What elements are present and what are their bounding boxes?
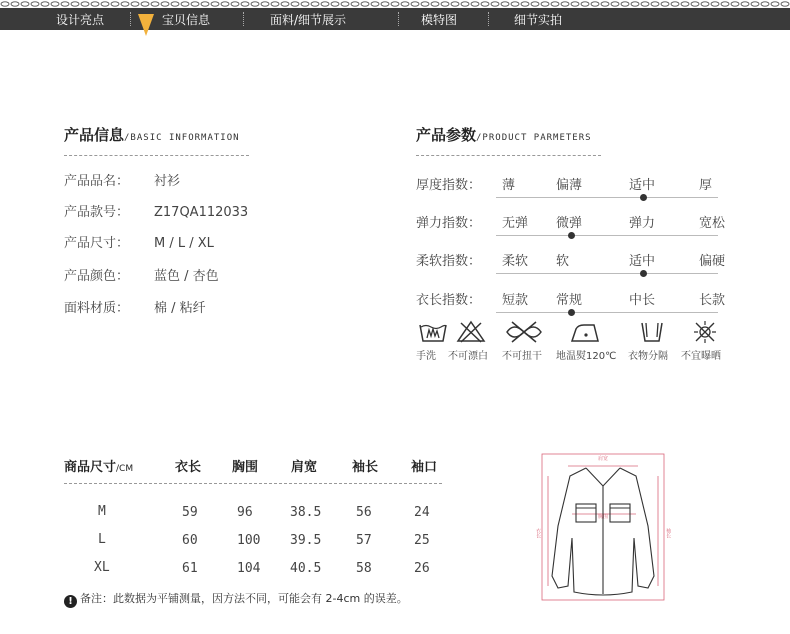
tab-design-highlights[interactable]: 设计亮点 <box>56 13 105 27</box>
size-unit: /CM <box>116 464 134 474</box>
param-option: 弹力 <box>629 216 656 231</box>
note-text: 备注：此数据为平铺测量，因方法不同，可能会有 2-4cm 的误差。 <box>80 592 408 605</box>
chest-label: 胸围 <box>597 514 609 520</box>
basic-info-title-text: 产品信息 <box>64 126 125 144</box>
shoulder-label: 肩宽 <box>597 456 609 462</box>
info-row-style-no <box>64 201 248 220</box>
wash-separately-icon <box>637 320 667 344</box>
size-name-cell: M <box>98 504 106 519</box>
info-value: M / L / XL <box>154 236 214 251</box>
size-value-cell: 26 <box>414 561 430 576</box>
param-label: 弹力指数： <box>416 216 482 231</box>
measurement-note <box>64 590 408 608</box>
size-value-cell: 56 <box>356 505 372 520</box>
param-option: 柔软 <box>502 254 529 269</box>
info-value: 衬衫 <box>154 174 181 189</box>
size-table-title-text: 商品尺寸 <box>64 460 117 475</box>
care-label: 地温熨120℃ <box>556 351 617 362</box>
param-scale-line <box>496 197 718 198</box>
size-value-cell: 96 <box>237 505 253 520</box>
size-value-cell: 61 <box>182 561 198 576</box>
length-label: 衣长 <box>535 528 541 538</box>
care-label: 衣物分隔 <box>628 351 668 362</box>
info-value: Z17QA112033 <box>154 205 249 220</box>
section-divider <box>416 155 601 156</box>
low-iron-icon <box>570 320 600 344</box>
info-label: 面料材质： <box>64 301 130 316</box>
care-label: 手洗 <box>416 351 436 362</box>
param-option: 短款 <box>502 293 529 308</box>
no-wring-icon <box>504 320 544 344</box>
tab-separator <box>488 12 489 26</box>
section-divider <box>64 155 249 156</box>
size-value-cell: 24 <box>414 505 430 520</box>
size-value-cell: 59 <box>182 505 198 520</box>
tab-separator <box>243 12 244 26</box>
size-name-cell: XL <box>94 560 110 575</box>
param-option: 偏硬 <box>699 254 726 269</box>
shirt-measurement-diagram <box>528 446 678 606</box>
info-row-name <box>64 170 180 189</box>
param-option: 软 <box>556 254 570 269</box>
param-option: 中长 <box>629 293 656 308</box>
no-bleach-icon <box>456 320 486 344</box>
tab-product-info[interactable]: 宝贝信息 <box>162 13 211 27</box>
info-label: 产品尺寸： <box>64 236 130 251</box>
sleeve-label: 袖长 <box>665 528 671 538</box>
warning-icon: ! <box>64 595 77 608</box>
param-scale-line <box>496 312 718 313</box>
info-label: 产品颜色： <box>64 269 130 284</box>
info-row-material <box>64 297 206 316</box>
param-option: 微弹 <box>556 216 583 231</box>
size-value-cell: 38.5 <box>290 505 322 520</box>
tab-fabric-details[interactable]: 面料/细节展示 <box>270 13 347 27</box>
size-value-cell: 60 <box>182 533 198 548</box>
param-label: 衣长指数： <box>416 293 482 308</box>
size-value-cell: 39.5 <box>290 533 322 548</box>
size-value-cell: 57 <box>356 533 372 548</box>
size-col-header: 袖口 <box>411 460 438 475</box>
basic-info-title-en: /BASIC INFORMATION <box>124 133 240 143</box>
param-option: 无弹 <box>502 216 529 231</box>
size-col-header: 胸围 <box>232 460 259 475</box>
top-nav-bar <box>0 0 790 30</box>
tab-separator <box>398 12 399 26</box>
param-scale-line <box>496 273 718 274</box>
size-value-cell: 104 <box>237 561 261 576</box>
size-col-header: 袖长 <box>352 460 379 475</box>
param-option: 适中 <box>629 178 656 193</box>
tab-detail-photos[interactable]: 细节实拍 <box>514 13 563 27</box>
table-divider <box>64 483 442 484</box>
size-value-cell: 40.5 <box>290 561 322 576</box>
info-row-color <box>64 265 219 284</box>
info-label: 产品款号： <box>64 205 130 220</box>
param-scale-line <box>496 235 718 236</box>
active-tab-indicator <box>138 14 154 36</box>
tab-separator <box>130 12 131 26</box>
size-value-cell: 100 <box>237 533 261 548</box>
parameters-title-text: 产品参数 <box>416 126 477 144</box>
care-label: 不可漂白 <box>448 351 488 362</box>
tab-model-photos[interactable]: 模特图 <box>421 13 458 27</box>
param-selected-marker <box>568 232 575 239</box>
param-label: 厚度指数： <box>416 178 482 193</box>
param-option: 适中 <box>629 254 656 269</box>
hand-wash-icon <box>418 320 448 344</box>
size-value-cell: 25 <box>414 533 430 548</box>
parameters-title-en: /PRODUCT PARMETERS <box>476 133 592 143</box>
size-col-header: 衣长 <box>175 460 202 475</box>
parameters-title <box>416 124 592 145</box>
size-value-cell: 58 <box>356 561 372 576</box>
no-sun-dry-icon <box>690 320 720 344</box>
param-option: 常规 <box>556 293 583 308</box>
care-label: 不可扭干 <box>502 351 542 362</box>
param-option: 薄 <box>502 178 516 193</box>
param-selected-marker <box>640 270 647 277</box>
chain-border-decoration <box>0 0 790 8</box>
info-label: 产品品名： <box>64 174 130 189</box>
param-selected-marker <box>568 309 575 316</box>
shirt-outline <box>552 468 654 595</box>
size-col-header: 肩宽 <box>291 460 318 475</box>
param-option: 厚 <box>699 178 713 193</box>
param-option: 偏薄 <box>556 178 583 193</box>
param-option: 宽松 <box>699 216 726 231</box>
info-value: 蓝色 / 杏色 <box>154 269 219 284</box>
basic-info-title <box>64 124 240 145</box>
care-label: 不宜曝晒 <box>681 351 721 362</box>
size-table-title <box>64 456 133 475</box>
param-selected-marker <box>640 194 647 201</box>
info-value: 棉 / 粘纤 <box>154 301 206 316</box>
size-name-cell: L <box>98 532 106 547</box>
info-row-size <box>64 232 214 251</box>
param-option: 长款 <box>699 293 726 308</box>
param-label: 柔软指数： <box>416 254 482 269</box>
